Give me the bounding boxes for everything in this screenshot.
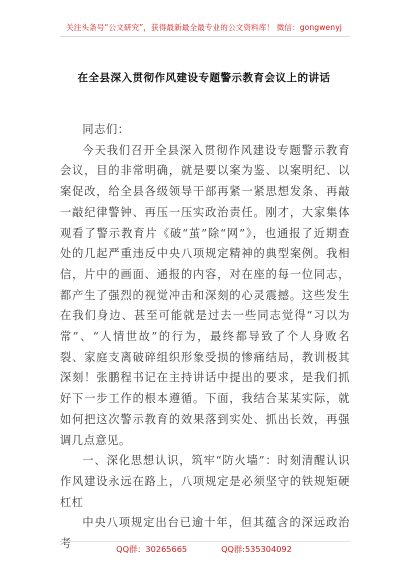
header-divider — [60, 36, 350, 37]
document-title: 在全县深入贯彻作风建设专题警示教育会议上的讲话 — [77, 72, 331, 84]
header-promo-note: 关注头条号“公文研究”，获得最新最全最专业的公文资料库！ 微信：gongwenyj — [66, 23, 342, 32]
body-paragraph: 今天我们召开全县深入贯彻作风建设专题警示教育会议，目的非常明确，就是要以案为鉴、以案明纪、以案促改，给全县各级领导干部再紧一紧思想发条、再敲一敲纪律警钟、再压一压实政治责任。刚才，大家集体观看了警示教育片《破“茧”除“网”》，也通报了近期查处的几起严重违反中央八项规定精神的典型案例。我相信，片中的画面、通报的内容，对在座的每一位同志，都产生了强烈的视觉冲击和深刻的心灵震撼。这些发生在我们身边、甚至可能就是过去一些同志觉得“习以为常”、“人情世故”的行为，最终都导致了个人身败名裂、家庭支离破碎组织形象受损的惨痛结局，教训极其深刻！张鹏程书记在主持讲话中提出的要求，是我们抓好下一步工作的根本遵循。下面，我结合某某实际，就如何把这次警示教育的效果落到实处、抓出长效，再强调几点意见。 — [60, 143, 350, 447]
section-heading-paragraph: 一、深化思想认识，筑牢“防火墙”：时刻清醒认识作风建设永远在路上，八项规定是必须坚守的铁规矩硬杠杠 — [60, 454, 350, 509]
salutation: 同志们： — [82, 123, 130, 136]
document-body — [60, 120, 350, 555]
footer-contacts — [0, 544, 408, 555]
footer-divider — [60, 541, 350, 542]
footer-qq-group-1: QQ群：30265665 — [116, 544, 188, 554]
body-paragraph: 中央八项规定出台已逾十年，但其蕴含的深远政治考 — [60, 516, 350, 551]
footer-qq-group-2: QQ群:535304092 — [221, 544, 292, 554]
